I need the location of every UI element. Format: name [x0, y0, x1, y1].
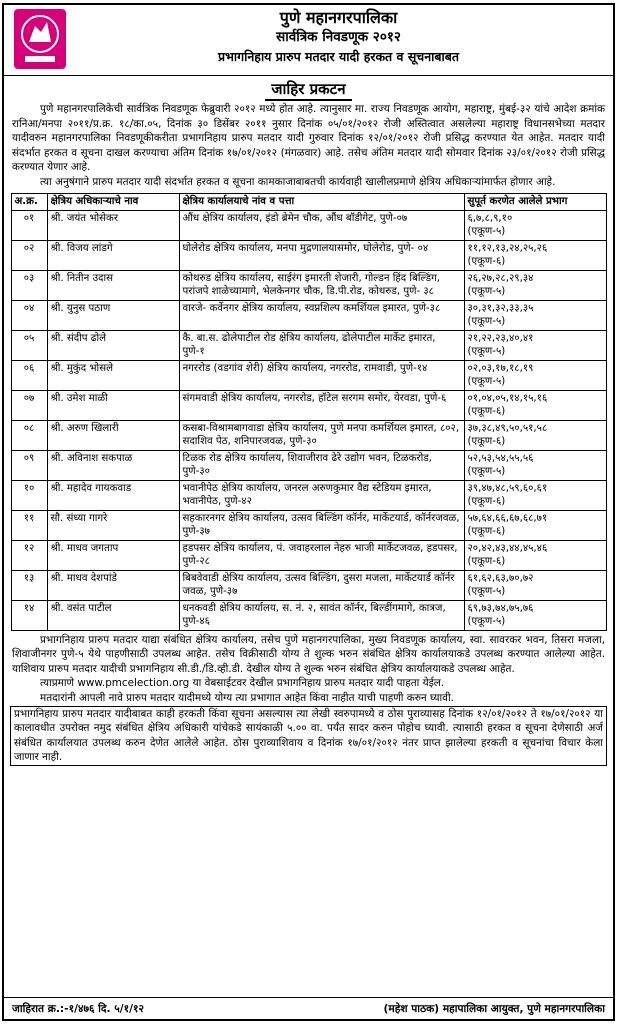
cell-wards [464, 210, 606, 240]
cell-wards [464, 450, 606, 480]
ward-total: (एकूण-६) [467, 436, 506, 448]
cell-wards [464, 570, 606, 600]
table-row [11, 270, 606, 300]
cell-sr: ०४ [11, 300, 47, 330]
cell-office: नगररोड (वडगांव शेरी) क्षेत्रिय कार्यालय, नगररोड, रामवाडी, पुणे-१४ [179, 360, 464, 390]
notice-footer [4, 997, 613, 1019]
table-row [11, 300, 606, 330]
cell-wards [464, 330, 606, 360]
cell-sr: ११ [11, 510, 47, 540]
table-row [11, 390, 606, 420]
col-header-office: क्षेत्रिय कार्यालयाचे नांव व पत्ता [179, 193, 464, 210]
table-row [11, 540, 606, 570]
table-row [11, 510, 606, 540]
ward-total: (एकूण-६) [467, 406, 506, 418]
officers-table [11, 193, 607, 631]
notice-subject: प्रभागनिहाय प्रारुप मतदार यादी हरकत व सूचनाबाबत [217, 49, 460, 64]
table-row [11, 570, 606, 600]
cell-officer: श्री. विजय लांडगे [47, 240, 179, 270]
cell-office: बिबवेवाडी क्षेत्रिय कार्यालय, उत्सव बिल्डिंग, दुसरा मजला, मार्केटयार्ड कॉर्नर जवळ, पुणे-३७ [179, 570, 464, 600]
cell-sr: ०१ [11, 210, 47, 240]
cell-officer: श्री. युनुस पठाण [47, 300, 179, 330]
ward-list: ३०,३१,३२,३३,३५ [467, 302, 534, 314]
ward-list: २०,४२,४३,४४,४५,४६ [467, 542, 548, 554]
table-row [11, 420, 606, 450]
ward-total: (एकूण-६) [467, 496, 506, 508]
cell-office: सहकारनगर क्षेत्रिय कार्यालय, उत्सव बिल्डिंग कॉर्नर, मार्केटयार्ड, कॉर्नरजवळ, पुणे-३७ [179, 510, 464, 540]
pmc-logo-icon [14, 9, 66, 69]
website-paragraph: त्याप्रमाणे www.pmcelection.org या वेबसाईटवर देखील प्रभागनिहाय प्रारुप मतदार यादी पाहता येईल. [40, 677, 445, 690]
cell-sr: १४ [11, 600, 47, 630]
ward-total: (एकूण-५) [467, 586, 506, 598]
ward-total: (एकूण-५) [467, 346, 506, 358]
cell-office: औंध क्षेत्रिय कार्यालय, इंडो ब्रेमेन चौक, औंध बॉडीगेट, पुणे-०७ [179, 210, 464, 240]
cell-sr: १२ [11, 540, 47, 570]
cell-wards [464, 420, 606, 450]
cell-office: घोलेरोड क्षेत्रिय कार्यालय, मनपा मुद्रणालयासमोर, घोलेरोड, पुणे- ०४ [179, 240, 464, 270]
ward-list: ३७,३८,४९,५०,५१,५८ [467, 422, 548, 434]
table-row [11, 450, 606, 480]
cell-sr: ०६ [11, 360, 47, 390]
table-row [11, 330, 606, 360]
cell-officer: श्री. संदीप ढोले [47, 330, 179, 360]
ward-total: (एकूण-५) [467, 226, 506, 238]
col-header-sr: अ.क्र. [11, 193, 47, 210]
ward-list: ६९,७३,७४,७५,७६ [467, 602, 534, 614]
cell-office: वारजे- कर्वेनगर क्षेत्रिय कार्यालय, स्वप्नशिल्प कमर्शियल इमारत, पुणे-३८ [179, 300, 464, 330]
cell-officer: श्री. उमेश माळी [47, 390, 179, 420]
notice-header [4, 5, 613, 76]
cell-office: टिळक रोड क्षेत्रिय कार्यालय, शिवाजीराव ढेरे उद्योग भवन, टिळकरोड, पुणे-३० [179, 450, 464, 480]
cell-office: हडपसर क्षेत्रिय कार्यालय, पं. जवाहरलाल नेहरु भाजी मार्केटजवळ, हडपसर, पुणे-२८ [179, 540, 464, 570]
cell-sr: १० [11, 480, 47, 510]
cell-officer: श्री. अरुण खिलारी [47, 420, 179, 450]
ward-total: (एकूण-५) [467, 466, 506, 478]
ward-total: (एकूण-६) [467, 526, 506, 538]
cell-sr: ०९ [11, 450, 47, 480]
table-row [11, 600, 606, 630]
ward-list: ०२,०३,१७,१८,१९ [467, 362, 534, 374]
notice-title: जाहिर प्रकटन [265, 80, 351, 101]
ward-list: ११,१२,१३,२४,२५,२६ [467, 242, 548, 254]
cell-officer: श्री. अविनाश सकपाळ [47, 450, 179, 480]
election-title: सार्वत्रिक निवडणूक २०१२ [276, 29, 401, 45]
col-header-officer: क्षेत्रिय अधिकाऱ्याचे नाव [47, 193, 179, 210]
table-row [11, 360, 606, 390]
cell-wards [464, 360, 606, 390]
cell-wards [464, 240, 606, 270]
cell-sr: १३ [11, 570, 47, 600]
availability-paragraph: प्रभागनिहाय प्रारुप मतदार याद्या संबंधित क्षेत्रिय कार्यालय, तसेच पुणे महानगरपालिका, मुख्य निवडणूक कार्यालय, स्वा. सावरकर भवन, तिसरा मजला, शिवाजीनगर पुणे-५ येथे पाहणीसाठी उपलब्ध आहेत. तसेच विक्रीसाठी योग्य ते शुल्क भरुन संबंधित क्षेत्रिय कार्यालयाकडे उपलब्ध करण्यात आलेल्या आहेत. याशिवाय प्रारुप मतदार यादीची प्रभागनिहाय सी.डी./डि.व्ही.डी. देखील योग्य ते शुल्क भरुन संबंधित क्षेत्रिय कार्यालयाकडे उपलब्ध आहेत. [12, 633, 605, 675]
ward-total: (एकूण-५) [467, 316, 506, 328]
cell-office: कै. बा.स. ढोलेपाटील रोड क्षेत्रिय कार्यालय, ढोलेपाटील मार्केट इमारत, पुणे-१ [179, 330, 464, 360]
table-header-row [11, 193, 606, 210]
ward-list: ५७,६४,६६,६७,६८,७१ [467, 512, 548, 524]
ad-number: जाहिरात क्र.:-१/४७६ दि. ५/१/१२ [12, 1002, 145, 1015]
ward-list: ६,७,८,९,१० [467, 212, 513, 224]
ward-list: २१,२२,२३,४०,४१ [467, 332, 534, 344]
cell-officer: श्री. माधव जगताप [47, 540, 179, 570]
table-row [11, 210, 606, 240]
table-row [11, 240, 606, 270]
cell-sr: ०२ [11, 240, 47, 270]
ward-list: ६१,६२,६३,७०,७२ [467, 572, 534, 584]
table-body [11, 210, 606, 630]
cell-wards [464, 600, 606, 630]
ward-total: (एकूण-६) [467, 556, 506, 568]
cell-office: कोथरुड क्षेत्रिय कार्यालय, साईरंग इमारती शेजारी, गोल्डन हिंद बिल्डिंग, परांजपे शाळेच्यामागे, भेलकेनगर चौक, डि.पी.रोड, कोथरुड, पुणे- ३८ [179, 270, 464, 300]
notice-page [2, 3, 615, 1021]
cell-officer: श्री. माधव देशपांडे [47, 570, 179, 600]
cell-officer: श्री. मुकुंद भोसले [47, 360, 179, 390]
cell-sr: ०८ [11, 420, 47, 450]
cell-officer: श्री. वसंत पाटील [47, 600, 179, 630]
ward-list: ३९,४७,४८,५९,६०,६१ [467, 482, 548, 494]
signatory: (महेश पाठक) महापालिका आयुक्त, पुणे महानगरपालिका [383, 1002, 605, 1015]
check-name-paragraph: मतदारांनी आपली नावे प्रारुप मतदार यादीमध्ये योग्य त्या प्रभागात आहेत किंवा नाहीत याची पाहणी करुन घ्यावी. [40, 691, 454, 704]
cell-officer: श्री. महादेव गायकवाड [47, 480, 179, 510]
cell-wards [464, 300, 606, 330]
ward-list: ५२,५३,५४,५५,५६ [467, 452, 534, 464]
cell-wards [464, 480, 606, 510]
objection-deadline-box: प्रभागनिहाय प्रारुप मतदार यादीबाबत काही हरकती किंवा सूचना असल्यास त्या लेखी स्वरुपामध्ये व ठोस पुराव्यासह दिनांक १२/०१/२०१२ ते १७/०१/२०१२ या कालावधीत उपरोक्त नमुद संबंधित क्षेत्रिय अधिकारी यांचेकडे सायंकाळी ५.०० वा. पर्यंत सादर करुन पोहोच घ्यावी. त्यासाठी हरकत व सूचना देणेसाठी अर्ज संबंधित कार्यालयात उपलब्ध करुन देणेत आलेले आहेत. ठोस पुराव्याशिवाय व दिनांक १७/०१/२०१२ नंतर प्राप्त झालेल्या हरकती व सूचनांचा विचार केला जाणार नाही. [10, 706, 607, 766]
cell-office: धनकवडी क्षेत्रिय कार्यालय, स. नं. २, सावंत कॉर्नर, बिल्डींगमागे, कात्रज, पुणे-४६ [179, 600, 464, 630]
ward-total: (एकूण-५) [467, 286, 506, 298]
ward-total: (एकूण-५) [467, 616, 506, 628]
cell-office: कसबा-विश्रामबागवाडा क्षेत्रिय कार्यालय, पुणे मनपा कमर्शियल इमारत, ८०२, सदाशिव पेठ, शनिपारजवळ, पुणे-३० [179, 420, 464, 450]
ward-total: (एकूण-६) [467, 256, 506, 268]
cell-wards [464, 270, 606, 300]
table-row [11, 480, 606, 510]
second-paragraph: त्या अनुषंगाने प्रारुप मतदार यादी संदर्भात हरकत व सूचना कामकाजाबाबतची कार्यवाही खालीलप्रमाणे क्षेत्रिय अधिकाऱ्यांमार्फत होणार आहे. [40, 175, 556, 188]
col-header-wards: सुपूर्त करणेत आलेले प्रभाग [464, 193, 606, 210]
cell-officer: सौ. संध्या गागरे [47, 510, 179, 540]
cell-wards [464, 540, 606, 570]
ward-list: २६,२७,२८,२९,३४ [467, 272, 534, 284]
org-name: पुणे महानगरपालिका [279, 8, 398, 27]
intro-paragraph: पुणे महानगरपालिकेची सार्वत्रिक निवडणूक फेब्रुवारी २०१२ मध्ये होत आहे. त्यानुसार मा. राज्य निवडणूक आयोग, महाराष्ट्र, मुंबई-३२ यांचे आदेश क्रमांक रानिआ/मनपा २०११/प्र.क्र. १८/का.०५, दिनांक ३० डिसेंबर २०११ नुसार दिनांक ०५/०१/२०१२ रोजी अस्तित्वात असलेल्या महाराष्ट्र विधानसभेच्या मतदार यादीवरुन महानगरपालिका निवडणूकीकरीता प्रभागनिहाय प्रारुप मतदार यादी गुरुवार दिनांक १२/०१/२०१२ रोजी प्रसिद्ध करण्यात येत आहेत. मतदार यादी संदर्भात हरकत व सूचना दाखल करण्याचा अंतिम दिनांक १७/०१/२०१२ (मंगळवार) आहे. तसेच अंतिम मतदार यादी सोमवार दिनांक २३/०१/२०१२ रोजी प्रसिद्ध करण्यात येणार आहे. [12, 103, 605, 174]
cell-wards [464, 390, 606, 420]
cell-wards [464, 510, 606, 540]
ward-total: (एकूण-५) [467, 376, 506, 388]
cell-sr: ०३ [11, 270, 47, 300]
cell-officer: श्री. जयंत भोसेकर [47, 210, 179, 240]
cell-office: संगमवाडी क्षेत्रिय कार्यालय, नगररोड, हॉटेल सरगम समोर, येरवडा, पुणे-६ [179, 390, 464, 420]
cell-office: भवानीपेठ क्षेत्रिय कार्यालय, जनरल अरुणकुमार वैद्य स्टेडियम इमारत, भवानीपेठ, पुणे-४२ [179, 480, 464, 510]
cell-sr: ०५ [11, 330, 47, 360]
cell-officer: श्री. नितीन उदास [47, 270, 179, 300]
cell-sr: ०७ [11, 390, 47, 420]
ward-list: ०१,०४,०५,१४,१५,१६ [467, 392, 548, 404]
